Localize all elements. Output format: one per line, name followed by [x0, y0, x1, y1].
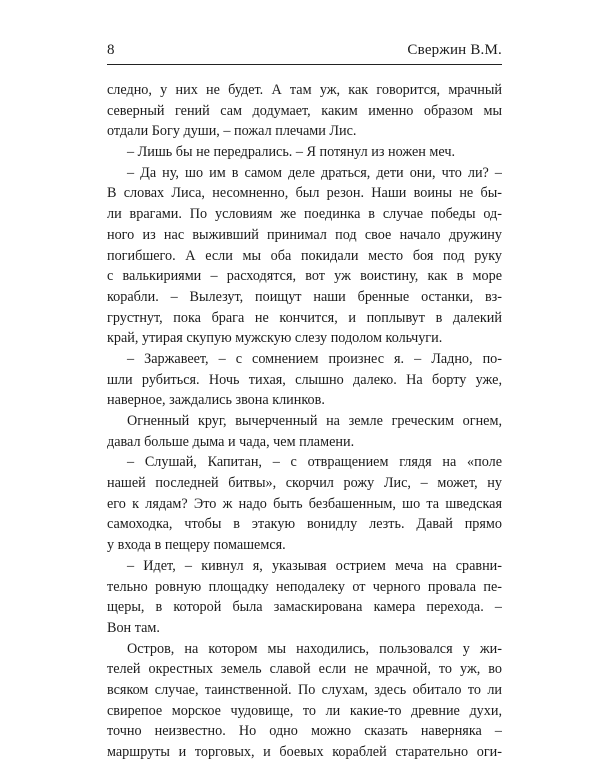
text-line: – Слушай, Капитан, – с отвращением глядя на «поле	[127, 454, 502, 471]
text-line: Огненный круг, вычерченный на земле греческим огнем,	[127, 413, 502, 429]
text-line: щеры, в которой была замаскирована камера перехода. –	[107, 599, 502, 616]
text-line: с валькириями – расходятся, вот уж воистину, как в море	[107, 268, 502, 285]
text-line: Остров, на котором мы находились, пользовался у жи-	[127, 640, 502, 657]
text-line: самоходка, чтобы в этакую вонидлу лезть. Давай прямо	[107, 516, 502, 533]
text-line: телей окрестных земель славой если не мрачной, то уж, во	[107, 661, 502, 678]
text-line: погибшего. А если мы оба покидали место боя под руку	[107, 247, 502, 264]
text-line: грустнут, пока брага не кончится, и поплывут в далекий	[107, 309, 502, 326]
text-line: следно, у них не будет. А там уж, как говорится, мрачный	[107, 82, 502, 98]
running-head-author: Свержин В.М.	[407, 42, 502, 58]
page-number: 8	[107, 42, 115, 58]
text-line: отдали Богу души, – пожал плечами Лис.	[107, 123, 357, 140]
text-line: В словах Лиса, несомненно, был резон. Наши воины не бы-	[107, 185, 502, 202]
text-line: его к лядам? Это ж надо быть безбашенным, шо та шведская	[107, 495, 502, 512]
text-line: давал больше дыма и чада, чем пламени.	[107, 433, 355, 450]
running-header	[107, 38, 502, 65]
text-line: ли врагами. По условиям же поединка в случае победы од-	[107, 206, 502, 223]
text-line: – Да ну, шо им в самом деле драться, дети они, что ли? –	[127, 164, 502, 181]
text-line: маршруты и торговых, и боевых кораблей старательно оги-	[107, 744, 502, 760]
text-line: наверное, заждались звона клинков.	[107, 392, 325, 409]
text-line: – Идет, – кивнул я, указывая острием меча на сравни-	[127, 557, 502, 574]
body-text	[107, 80, 502, 763]
text-line: нашей последней битвы», скорчил рожу Лис, – может, ну	[107, 475, 502, 492]
text-line: точно неизвестно. Но одно можно сказать наверняка –	[107, 723, 502, 740]
text-line: – Заржавеет, – с сомнением произнес я. – Ладно, по-	[127, 350, 502, 367]
text-line: шли рубиться. Ночь тихая, слышно далеко. На борту уже,	[107, 371, 502, 388]
text-line: корабли. – Вылезут, поищут наши бренные останки, вз-	[107, 288, 502, 305]
text-line: – Лишь бы не передрались. – Я потянул из ножен меч.	[127, 144, 456, 161]
text-line: у входа в пещеру помашемся.	[107, 537, 286, 554]
text-line: край, утирая скупую мужскую слезу подолом кольчуги.	[107, 330, 443, 347]
text-line: северный гений сам додумает, каким именно образом мы	[107, 102, 502, 119]
text-line: всяком случае, таинственной. По слухам, здесь обитало то ли	[107, 681, 502, 698]
text-line: ного из нас выживший принимал под свое начало дружину	[107, 226, 502, 243]
text-line: тельно ровную площадку неподалеку от черного провала пе-	[107, 578, 502, 595]
text-line: Вон там.	[107, 619, 160, 636]
text-line: свирепое морское чудовище, то ли какие-то древние духи,	[107, 702, 502, 719]
